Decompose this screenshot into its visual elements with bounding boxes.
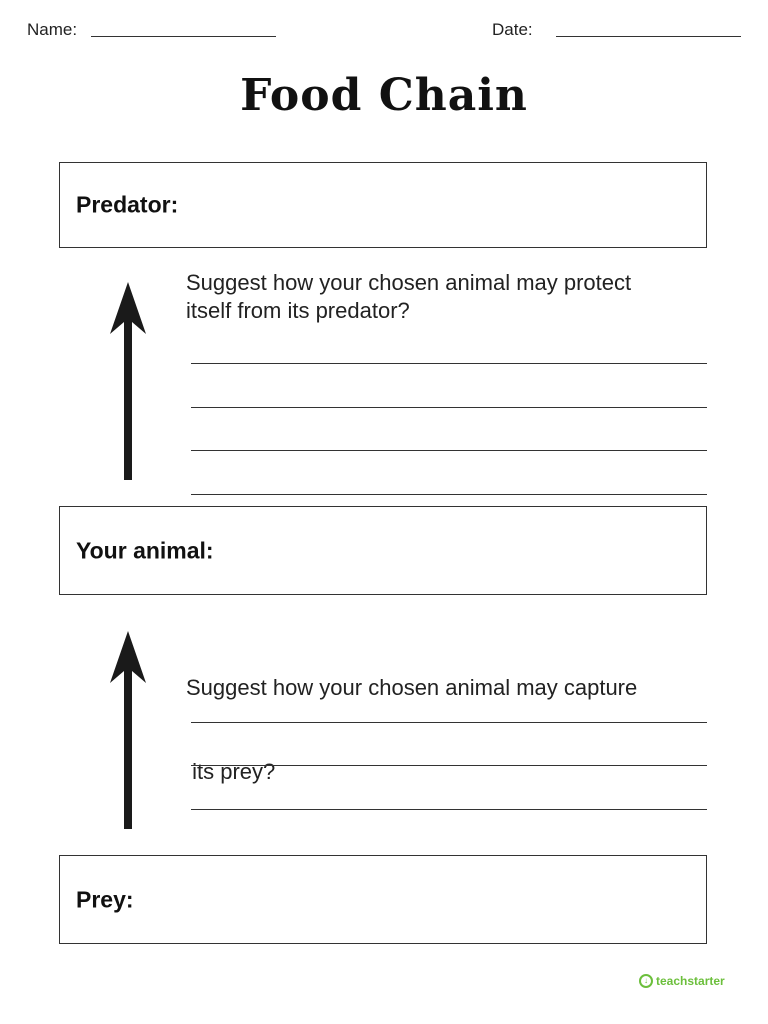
teachstarter-logo [639, 974, 725, 988]
predator-label: Predator: [76, 191, 179, 218]
answer-line-capture-1[interactable] [191, 722, 707, 723]
name-label: Name: [27, 20, 78, 39]
answer-line-protect-2[interactable] [191, 407, 707, 408]
date-field-line[interactable] [556, 36, 741, 37]
prey-box[interactable] [59, 855, 707, 944]
arrow-up-icon [108, 631, 148, 831]
predator-box[interactable] [59, 162, 707, 248]
prey-label: Prey: [76, 886, 134, 912]
brand-name: teachstarter [656, 974, 725, 988]
protect-question-line1: Suggest how your chosen animal may protect [186, 270, 632, 295]
answer-line-protect-3[interactable] [191, 450, 707, 451]
protect-question [186, 269, 706, 325]
name-field-line[interactable] [91, 36, 276, 37]
capture-question-line2: its prey? [186, 759, 276, 784]
date-label: Date: [492, 20, 533, 39]
teachstarter-logo-icon: ↓ [639, 974, 653, 988]
answer-line-capture-3[interactable] [191, 809, 707, 810]
answer-line-capture-2[interactable] [191, 765, 707, 766]
arrow-up-icon [108, 282, 148, 482]
answer-line-protect-1[interactable] [191, 363, 707, 364]
protect-question-line2: itself from its predator? [186, 298, 410, 323]
your-animal-box[interactable] [59, 506, 707, 595]
answer-line-protect-4[interactable] [191, 494, 707, 495]
capture-question-line1: Suggest how your chosen animal may capture [186, 675, 638, 700]
your-animal-label: Your animal: [76, 537, 214, 563]
capture-question [186, 618, 706, 814]
page-title: Food Chain [240, 70, 528, 121]
